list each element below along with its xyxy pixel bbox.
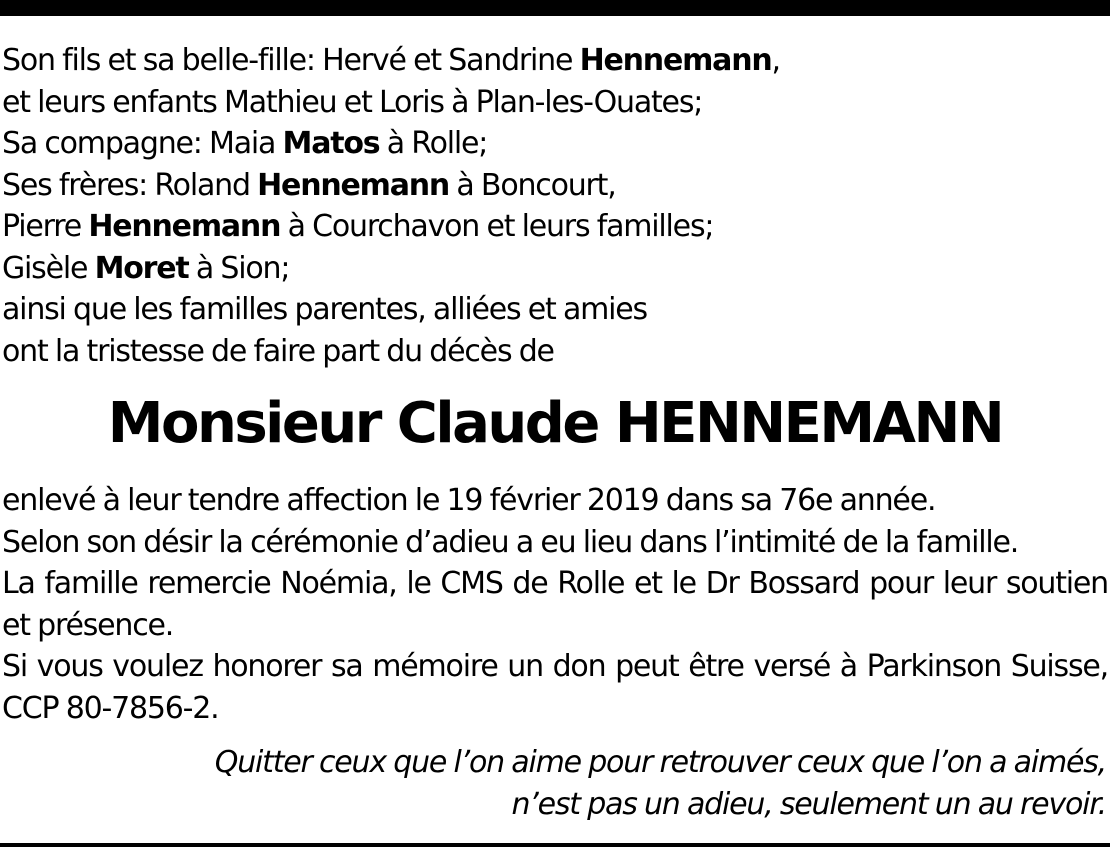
quote-line-2: n’est pas un adieu, seulement un au revoir. (511, 786, 1106, 822)
family-text: à Rolle; (379, 126, 488, 161)
notice-body (2, 480, 1108, 729)
bottom-rule (0, 843, 1110, 847)
family-text: , (771, 43, 780, 78)
family-text: à Courchavon et leurs familles; (280, 209, 714, 244)
family-surname: Moret (94, 250, 189, 286)
family-text: à Boncourt, (449, 167, 616, 203)
family-surname: Hennemann (257, 167, 450, 203)
family-surname: Hennemann (579, 43, 772, 78)
family-text: Pierre (2, 209, 89, 244)
family-line-grandchildren: et leurs enfants Mathieu et Loris à Plan-les-Ouates; (2, 84, 703, 120)
family-line-companion (2, 123, 1102, 165)
family-surname: Hennemann (88, 209, 281, 244)
deceased-name: Monsieur Claude HENNEMANN (107, 391, 1003, 456)
family-line-relatives: ainsi que les familles parentes, alliées et amies (2, 292, 647, 327)
family-line-brother-pierre (2, 206, 1102, 248)
family-text: Sa compagne: Maia (2, 126, 283, 161)
family-line-sister (2, 248, 1102, 290)
family-text: Gisèle (2, 250, 95, 286)
closing-quote (106, 742, 1106, 825)
family-line-son (2, 40, 1102, 82)
body-paragraph-death: enlevé à leur tendre affection le 19 février 2019 dans sa 76e année. (2, 483, 936, 518)
family-text: à Sion; (188, 250, 290, 286)
family-announcement (2, 40, 1102, 372)
body-paragraph-thanks: La famille remercie Noémia, le CMS de Rolle et le Dr Bossard pour leur soutien et présence. (2, 566, 1108, 643)
family-line-announcement: ont la tristesse de faire part du décès de (2, 333, 554, 369)
body-paragraph-ceremony: Selon son désir la cérémonie d’adieu a eu lieu dans l’intimité de la famille. (2, 524, 1019, 560)
family-surname: Matos (282, 126, 380, 161)
family-line-brothers (2, 165, 1102, 207)
family-text: Son fils et sa belle-fille: Hervé et Sandrine (2, 43, 580, 78)
top-rule (0, 0, 1110, 16)
quote-line-1: Quitter ceux que l’on aime pour retrouver ceux que l’on a aimés, (214, 745, 1106, 780)
body-paragraph-donation: Si vous voulez honorer sa mémoire un don peut être versé à Parkinson Suisse, CCP 80-7856-2. (2, 649, 1108, 726)
family-text: Ses frères: Roland (2, 167, 258, 203)
